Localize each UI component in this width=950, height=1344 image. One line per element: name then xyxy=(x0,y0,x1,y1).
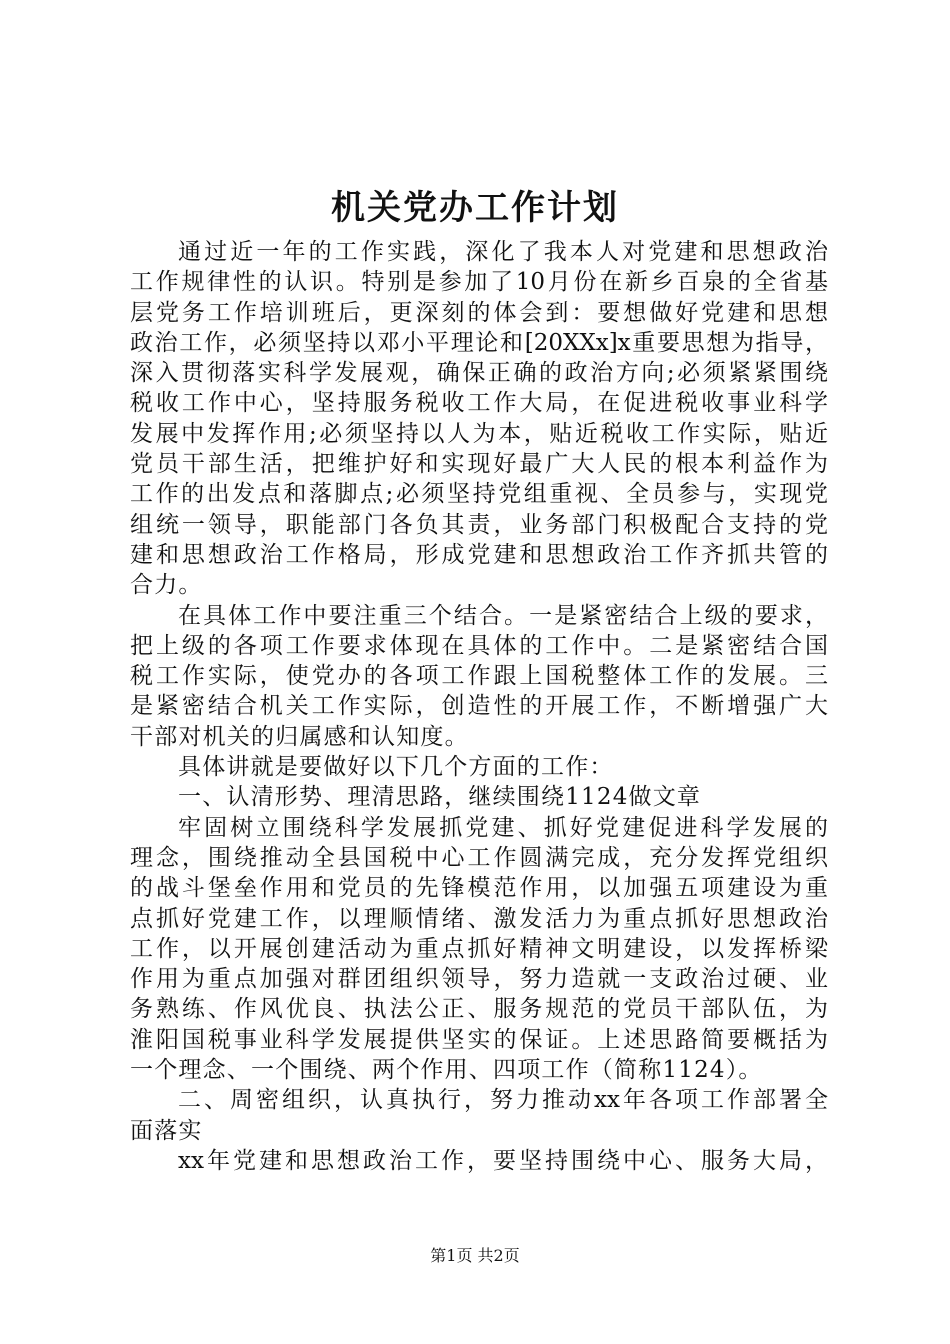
text-line: 的战斗堡垒作用和党员的先锋模范作用，以加强五项建设为重 xyxy=(130,875,828,902)
text-line: 党员干部生活，把维护好和实现好最广大人民的根本利益作为 xyxy=(130,451,828,478)
text-line: 税工作实际，使党办的各项工作跟上国税整体工作的发展。三 xyxy=(130,663,828,690)
text-line: 牢固树立围绕科学发展抓党建、抓好党建促进科学发展的 xyxy=(178,814,828,841)
text-line: 通过近一年的工作实践，深化了我本人对党建和思想政治 xyxy=(178,239,828,265)
text-line: 发展中发挥作用;必须坚持以人为本，贴近税收工作实际，贴近 xyxy=(130,420,828,447)
text-line: 具体讲就是要做好以下几个方面的工作： xyxy=(178,754,614,781)
text-line: 面落实 xyxy=(130,1117,203,1144)
text-line: 是紧密结合机关工作实际，创造性的开展工作，不断增强广大 xyxy=(130,693,828,720)
document-title: 机关党办工作计划 xyxy=(331,188,619,228)
text-line: xx年党建和思想政治工作，要坚持围绕中心、服务大局， xyxy=(178,1147,828,1174)
text-line: 深入贯彻落实科学发展观，确保正确的政治方向;必须紧紧围绕 xyxy=(130,360,828,387)
text-line: 税收工作中心，坚持服务税收工作大局，在促进税收事业科学 xyxy=(130,390,828,417)
text-line: 二、周密组织，认真执行，努力推动xx年各项工作部署全 xyxy=(178,1087,828,1114)
text-line: 点抓好党建工作，以理顺情绪、激发活力为重点抓好思想政治 xyxy=(130,905,828,932)
text-line: 组统一领导，职能部门各负其责，业务部门积极配合支持的党 xyxy=(130,511,828,538)
text-line: 建和思想政治工作格局，形成党建和思想政治工作齐抓共管的 xyxy=(130,541,828,568)
text-line: 工作的出发点和落脚点;必须坚持党组重视、全员参与，实现党 xyxy=(130,481,828,508)
text-line: 工作，以开展创建活动为重点抓好精神文明建设，以发挥桥梁 xyxy=(130,935,828,962)
text-line: 干部对机关的归属感和认知度。 xyxy=(130,723,469,750)
text-line: 务熟练、作风优良、执法公正、服务规范的党员干部队伍，为 xyxy=(130,996,828,1023)
text-line: 层党务工作培训班后，更深刻的体会到：要想做好党建和思想 xyxy=(130,299,828,326)
text-line: 作用为重点加强对群团组织领导，努力造就一支政治过硬、业 xyxy=(130,966,828,993)
text-line: 工作规律性的认识。特别是参加了10月份在新乡百泉的全省基 xyxy=(130,269,828,296)
text-line: 合力。 xyxy=(130,572,203,599)
text-line: 一个理念、一个围绕、两个作用、四项工作（简称1124）。 xyxy=(130,1057,763,1084)
text-line: 把上级的各项工作要求体现在具体的工作中。二是紧密结合国 xyxy=(130,632,828,659)
text-line: 淮阳国税事业科学发展提供坚实的保证。上述思路简要概括为 xyxy=(130,1026,828,1053)
text-line: 政治工作，必须坚持以邓小平理论和[20XXx]x重要思想为指导， xyxy=(130,329,828,356)
text-line: 一、认清形势、理清思路，继续围绕1124做文章 xyxy=(178,784,702,811)
text-line: 理念，围绕推动全县国税中心工作圆满完成，充分发挥党组织 xyxy=(130,844,828,871)
text-line: 在具体工作中要注重三个结合。一是紧密结合上级的要求， xyxy=(178,602,828,629)
document-body xyxy=(130,237,828,1176)
page-footer: 第1页 共2页 xyxy=(430,1246,520,1265)
